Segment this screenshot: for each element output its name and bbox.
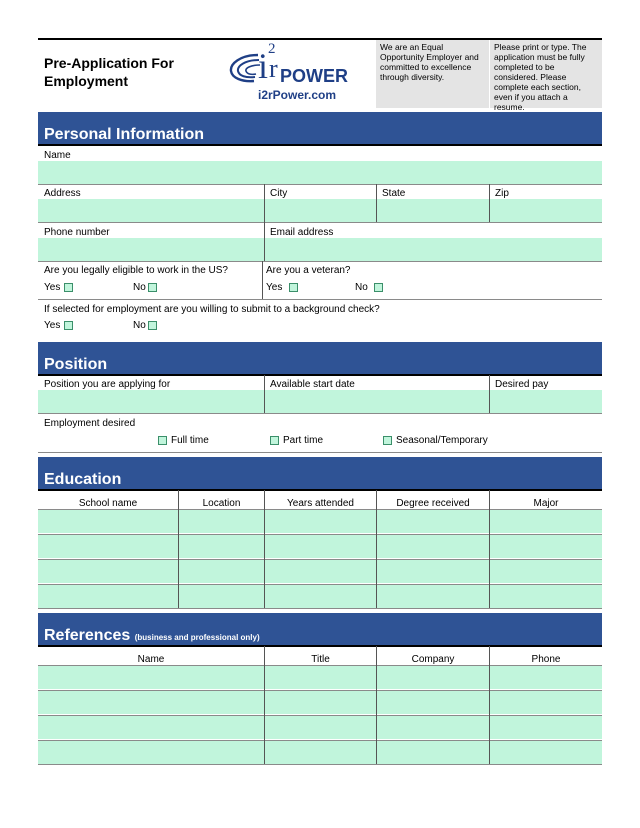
edu-row3-degree[interactable] (377, 560, 489, 583)
address-field[interactable] (38, 199, 264, 222)
education-title: Education (44, 471, 122, 488)
logo-domain: i2rPower.com (258, 88, 337, 102)
position-field[interactable] (38, 390, 264, 413)
ref-row3-title[interactable] (265, 716, 376, 739)
logo-power: POWER (280, 66, 349, 86)
divider (376, 490, 377, 608)
seasonal-checkbox[interactable] (383, 436, 392, 445)
divider (376, 646, 377, 764)
edu-row1-years[interactable] (265, 510, 376, 533)
edu-row3-major[interactable] (490, 560, 602, 583)
eligible-question: Are you legally eligible to work in the US? (44, 265, 228, 276)
edu-row2-degree[interactable] (377, 535, 489, 558)
col-degree-received: Degree received (396, 498, 470, 509)
city-label: City (270, 188, 288, 199)
edu-row4-degree[interactable] (377, 585, 489, 608)
veteran-no-checkbox[interactable] (374, 283, 383, 292)
veteran-no-label: No (355, 282, 368, 293)
edu-row2-school[interactable] (38, 535, 178, 558)
position-title: Position (44, 356, 108, 373)
part-time-label: Part time (283, 435, 324, 446)
ref-row2-phone[interactable] (490, 691, 602, 714)
form-title-line2: Employment (44, 73, 129, 89)
edu-row4-years[interactable] (265, 585, 376, 608)
eligible-yes-checkbox[interactable] (64, 283, 73, 292)
divider (38, 299, 602, 300)
edu-row3-years[interactable] (265, 560, 376, 583)
divider (38, 184, 602, 185)
divider (264, 490, 265, 608)
col-major: Major (533, 498, 559, 509)
personal-info-title: Personal Information (44, 126, 205, 143)
state-label: State (382, 188, 406, 199)
divider (178, 490, 179, 608)
form-title (44, 54, 174, 90)
ref-col-company: Company (411, 654, 455, 665)
divider (264, 184, 265, 222)
veteran-question: Are you a veteran? (266, 265, 351, 276)
full-time-label: Full time (171, 435, 209, 446)
background-question: If selected for employment are you willing to submit to a background check? (44, 304, 380, 315)
edu-row1-school[interactable] (38, 510, 178, 533)
zip-label: Zip (495, 188, 509, 199)
veteran-yes-label: Yes (266, 282, 283, 293)
background-yes-label: Yes (44, 320, 61, 331)
part-time-checkbox[interactable] (270, 436, 279, 445)
background-no-label: No (133, 320, 146, 331)
eligible-no-checkbox[interactable] (148, 283, 157, 292)
education-header (38, 457, 602, 489)
ref-row2-title[interactable] (265, 691, 376, 714)
references-rule (38, 645, 602, 647)
ref-row2-name[interactable] (38, 691, 264, 714)
email-field[interactable] (265, 238, 602, 261)
ref-row1-company[interactable] (377, 666, 489, 689)
ref-col-phone: Phone (531, 654, 561, 665)
divider (38, 764, 602, 765)
col-years-attended: Years attended (287, 498, 354, 509)
company-logo (228, 41, 350, 104)
city-field[interactable] (265, 199, 376, 222)
divider (489, 184, 490, 222)
start-date-label: Available start date (270, 379, 355, 390)
ref-row3-phone[interactable] (490, 716, 602, 739)
divider (38, 608, 602, 609)
ref-col-title: Title (311, 654, 330, 665)
divider (38, 261, 602, 262)
ref-col-name: Name (137, 654, 165, 665)
logo-superscript: 2 (268, 41, 276, 57)
background-no-checkbox[interactable] (148, 321, 157, 330)
col-location: Location (202, 498, 241, 509)
divider (489, 375, 490, 413)
references-header (38, 613, 602, 645)
instructions-notice: Please print or type. The application must be fully completed to be considered. Please complete each section, even if you attach a resume. (490, 40, 602, 108)
eligible-yes-label: Yes (44, 282, 61, 293)
desired-pay-label: Desired pay (495, 379, 549, 390)
form-title-line1: Pre-Application For (44, 55, 174, 71)
divider (264, 375, 265, 413)
seasonal-label: Seasonal/Temporary (396, 435, 488, 446)
references-subtitle: (business and professional only) (134, 633, 260, 642)
divider (38, 413, 602, 414)
divider (262, 261, 263, 299)
edu-row1-major[interactable] (490, 510, 602, 533)
desired-pay-field[interactable] (490, 390, 602, 413)
references-title-text: References (44, 627, 131, 644)
ref-row4-company[interactable] (377, 741, 489, 764)
divider (489, 646, 490, 764)
personal-info-header (38, 112, 602, 144)
edu-row2-location[interactable] (179, 535, 264, 558)
personal-info-rule (38, 144, 602, 146)
ref-row2-company[interactable] (377, 691, 489, 714)
edu-row4-location[interactable] (179, 585, 264, 608)
divider (38, 222, 602, 223)
logo-r: r (269, 54, 278, 83)
position-label: Position you are applying for (44, 379, 171, 390)
phone-field[interactable] (38, 238, 264, 261)
divider (38, 452, 602, 453)
ref-row4-name[interactable] (38, 741, 264, 764)
position-rule (38, 374, 602, 376)
ref-row3-company[interactable] (377, 716, 489, 739)
eligible-no-label: No (133, 282, 146, 293)
name-label: Name (44, 150, 71, 161)
ref-row4-title[interactable] (265, 741, 376, 764)
position-header (38, 342, 602, 374)
edu-row3-school[interactable] (38, 560, 178, 583)
ref-row1-name[interactable] (38, 666, 264, 689)
start-date-field[interactable] (265, 390, 489, 413)
name-field[interactable] (38, 161, 602, 184)
edu-row4-major[interactable] (490, 585, 602, 608)
col-school-name: School name (78, 498, 138, 509)
full-time-checkbox[interactable] (158, 436, 167, 445)
edu-row4-school[interactable] (38, 585, 178, 608)
zip-field[interactable] (490, 199, 602, 222)
edu-row1-degree[interactable] (377, 510, 489, 533)
employment-desired-label: Employment desired (44, 418, 136, 429)
ref-row3-name[interactable] (38, 716, 264, 739)
equal-opportunity-notice: We are an Equal Opportunity Employer and committed to excellence through diversity. (376, 40, 489, 108)
edu-row2-years[interactable] (265, 535, 376, 558)
divider (264, 222, 265, 261)
divider (376, 184, 377, 222)
phone-label: Phone number (44, 227, 110, 238)
ref-row4-phone[interactable] (490, 741, 602, 764)
divider (489, 490, 490, 608)
edu-row1-location[interactable] (179, 510, 264, 533)
state-field[interactable] (377, 199, 489, 222)
edu-row2-major[interactable] (490, 535, 602, 558)
edu-row3-location[interactable] (179, 560, 264, 583)
veteran-yes-checkbox[interactable] (289, 283, 298, 292)
ref-row1-title[interactable] (265, 666, 376, 689)
email-label: Email address (270, 227, 334, 238)
logo-i: i (258, 46, 269, 86)
address-label: Address (44, 188, 81, 199)
divider (264, 646, 265, 764)
background-yes-checkbox[interactable] (64, 321, 73, 330)
ref-row1-phone[interactable] (490, 666, 602, 689)
